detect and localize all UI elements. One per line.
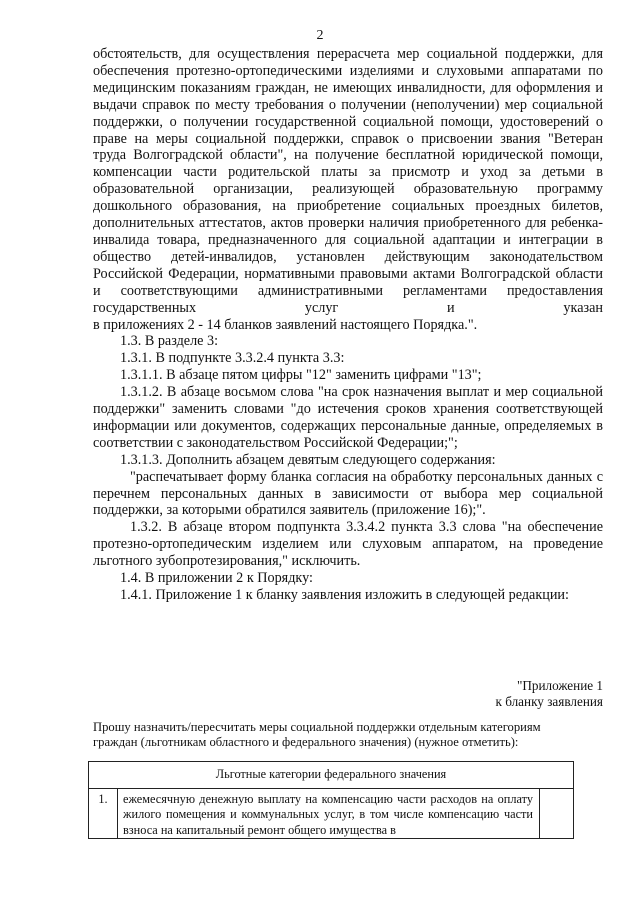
paragraph-1-3-1-1: 1.3.1.1. В абзаце пятом цифры "12" заменить цифрами "13"; [120,367,482,384]
row-number: 1. [89,789,118,839]
paragraph-quote: "распечатывает форму бланка согласия на обработку персональных данных с перечнем персональных данных в зависимости от выбора мер социальной поддержки, за которыми обратился заявитель (приложение 16);". [93,468,603,519]
row-checkbox[interactable] [540,789,574,839]
table-header-row [89,762,574,789]
attachment-line-2: к бланку заявления [495,694,603,709]
attachment-line-1: "Приложение 1 [516,678,603,693]
request-text [93,720,573,750]
paragraph-1-3-1-3: 1.3.1.3. Дополнить абзацем девятым следующего содержания: [120,451,496,468]
paragraph-1-3-1: 1.3.1. В подпункте 3.3.2.4 пункта 3.3: [120,350,345,367]
paragraph-1-3: 1.3. В разделе 3: [120,333,219,350]
row-text: ежемесячную денежную выплату на компенсацию части расходов на оплату жилого помещения и коммунальных услуг, в том числе компенсацию части взноса на капитальный ремонт общего имущества в [118,789,540,839]
paragraph-1-3-2: 1.3.2. В абзаце втором подпункта 3.3.4.2 пункта 3.3 слова "на обеспечение протезно-ортопедическим изделием или слуховым аппаратом, на проведение льготного зубопротезирования," исключить. [93,519,603,570]
paragraph-continuation-end: в приложениях 2 - 14 бланков заявлений настоящего Порядка.". [93,316,478,333]
page-number: 2 [316,28,324,43]
document-body [93,46,603,604]
request-line-1: Прошу назначить/пересчитать меры социальной поддержки отдельным категориям [93,720,541,734]
benefits-table [88,761,574,839]
paragraph-1-4: 1.4. В приложении 2 к Порядку: [120,570,313,587]
request-line-2: граждан (льготникам областного и федерального значения) (нужное отметить): [93,735,519,749]
table-header: Льготные категории федерального значения [89,762,574,789]
paragraph-continuation: обстоятельств, для осуществления перерасчета мер социальной поддержки, для обеспечения протезно-ортопедическими изделиями и слуховыми аппаратами по медицинским показаниям граждан, не имеющих инвалидности, для оформления и выдачи справок по месту требования о получении (неполучении) мер социальной поддержки, о получении государственной социальной помощи, удостоверений о праве на меры социальной поддержки, справок о присвоении звания "Ветеран труда Волгоградской области", на получение бесплатной юридической помощи, компенсации части родительской платы за присмотр и уход за детьми в образовательной организации, реализующей образовательную программу дошкольного образования, на приобретение социальных проездных билетов, дополнительных аттестатов, актов проверки наличия приобретенного для ребенка-инвалида товара, предназначенного для социальной адаптации и интеграции в общество детей-инвалидов, установлен действующим законодательством Российской Федерации, нормативными правовыми актами Волгоградской области и соответствующими административными регламентами предоставления государственных услуг и указан [93,46,603,316]
attachment-heading [403,678,603,710]
table-row [89,789,574,839]
paragraph-1-4-1: 1.4.1. Приложение 1 к бланку заявления изложить в следующей редакции: [120,587,569,603]
paragraph-1-3-1-2: 1.3.1.2. В абзаце восьмом слова "на срок назначения выплат и мер социальной поддержки" заменить словами "до истечения сроков хранения соответствующей информации или документов, содержащих персональные данные, определяемых в соответствии с законодательством Российской Федерации;"; [93,384,603,451]
